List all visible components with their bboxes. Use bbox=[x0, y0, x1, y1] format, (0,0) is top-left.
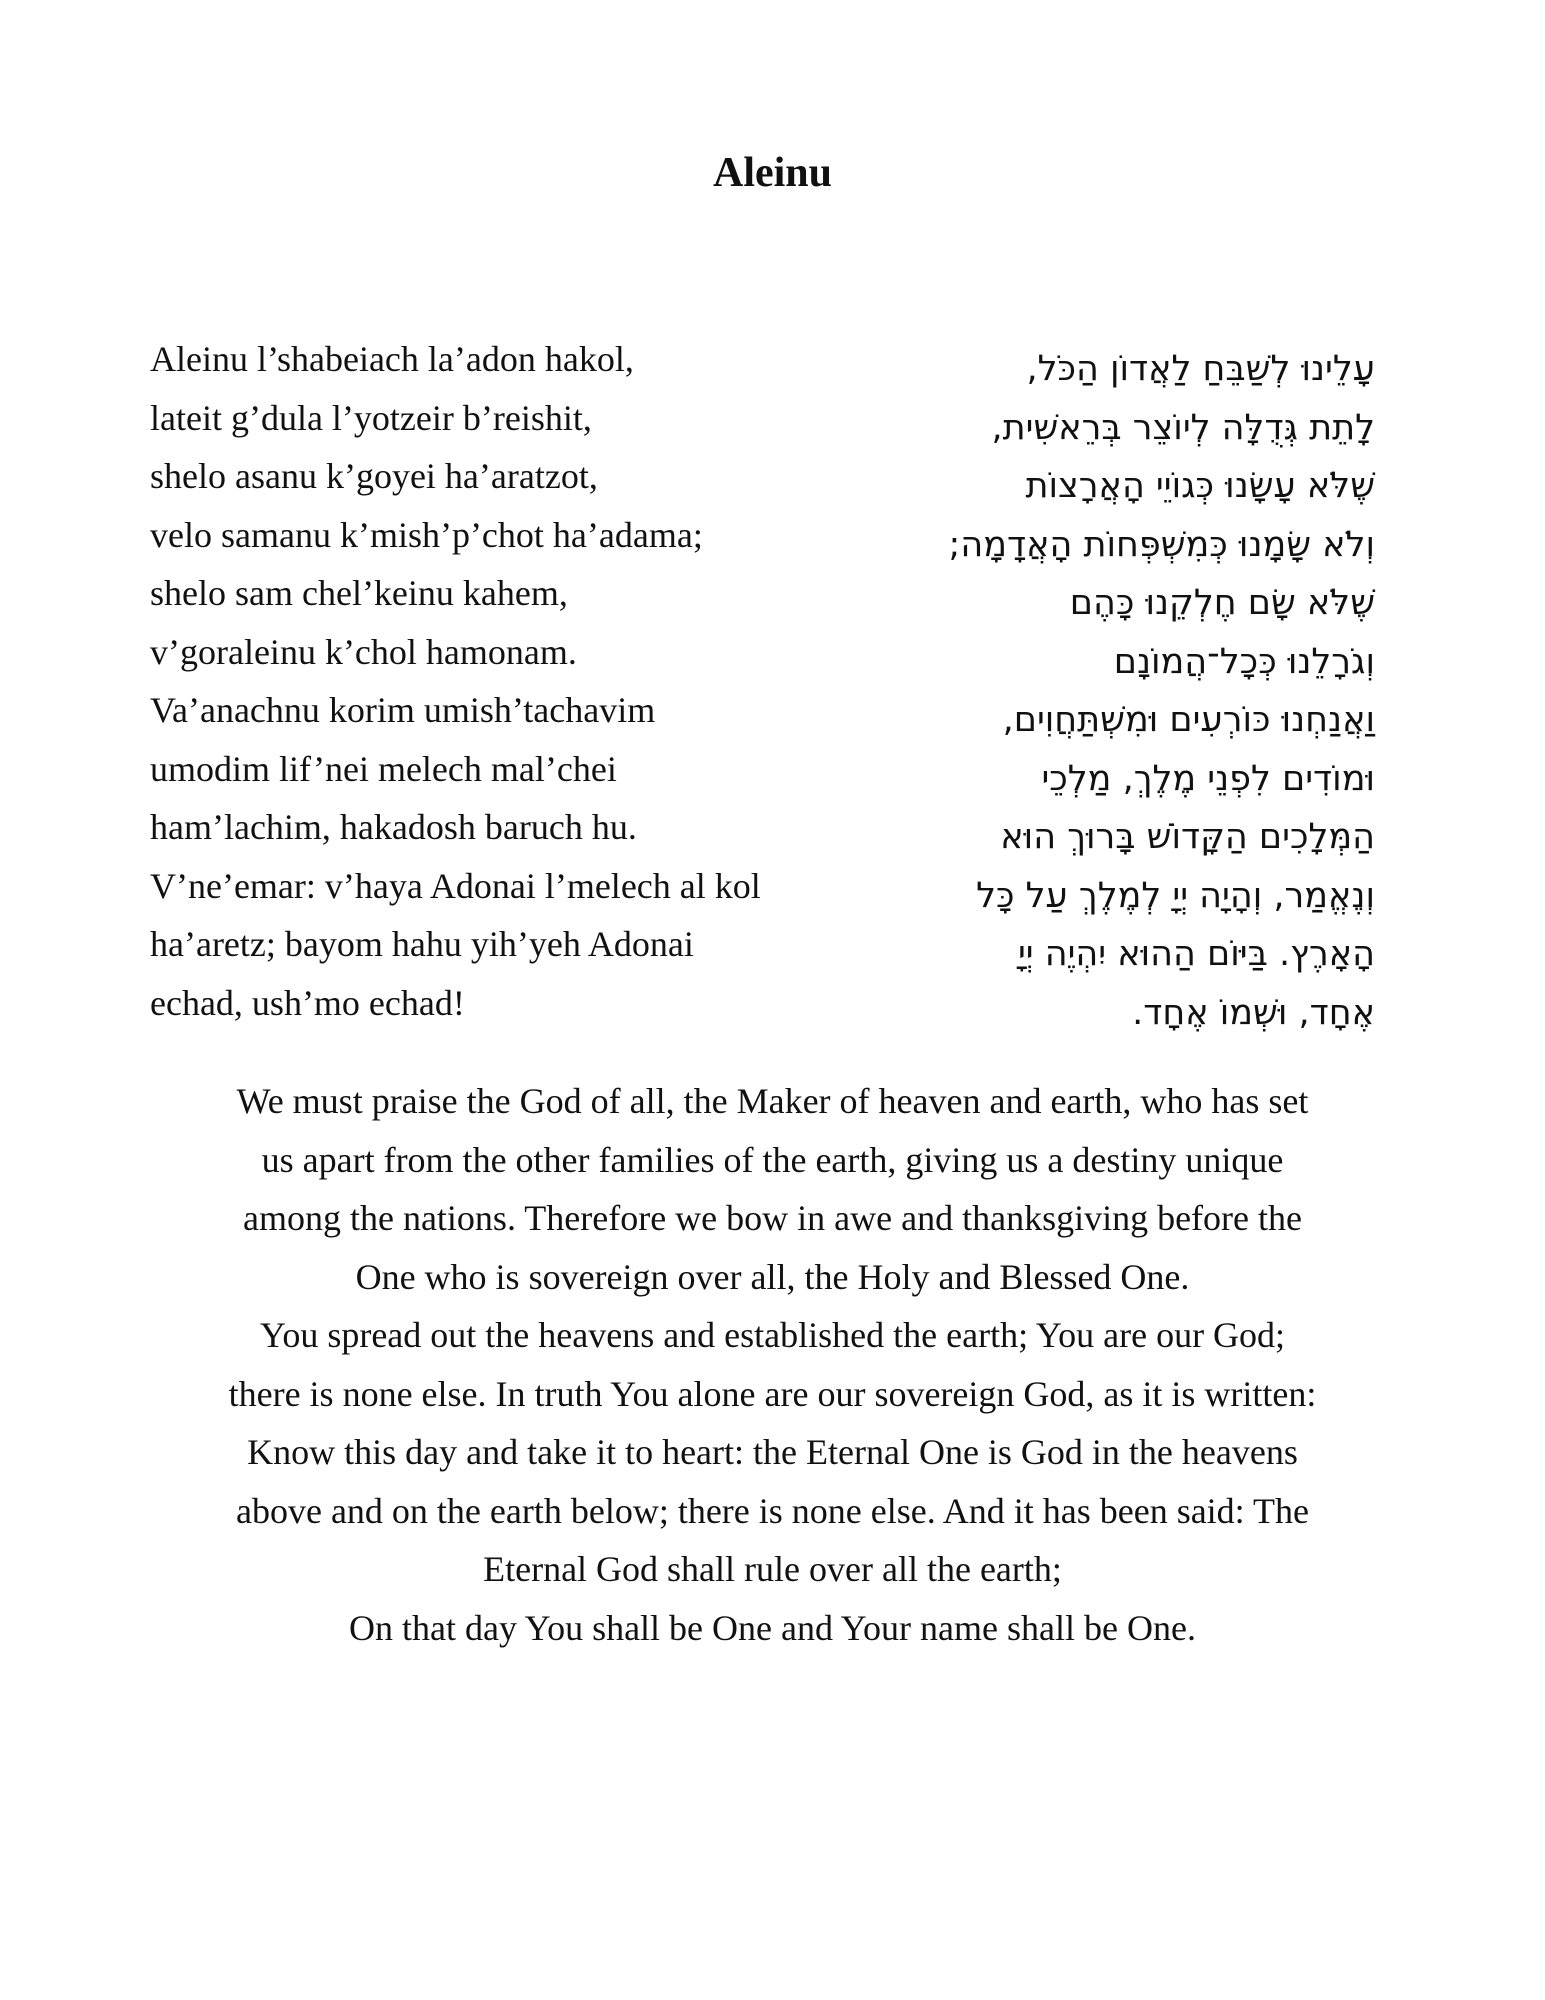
english-line: We must praise the God of all, the Maker of heaven and earth, who has set bbox=[236, 1081, 1309, 1121]
transliteration-line: umodim lif’nei melech mal’chei bbox=[150, 748, 617, 789]
english-line: One who is sovereign over all, the Holy and Blessed One. bbox=[355, 1256, 1190, 1297]
hebrew-line: שֶׁלֹּא שָׂם חֶלְקֵנוּ כָּהֶם bbox=[1069, 583, 1375, 623]
english-line: You spread out the heavens and established the earth; You are our God; bbox=[259, 1315, 1286, 1355]
english-line: On that day You shall be One and Your name shall be One. bbox=[349, 1607, 1196, 1648]
english-line: us apart from the other families of the earth, giving us a destiny unique bbox=[261, 1139, 1284, 1180]
transliteration-line: ham’lachim, hakadosh baruch hu. bbox=[150, 807, 637, 847]
transliteration-line: velo samanu k’mish’p’chot ha’adama; bbox=[150, 514, 703, 555]
transliteration-line: ha’aretz; bayom hahu yih’yeh Adonai bbox=[150, 924, 694, 964]
hebrew-line: הַמְּלָכִים הַקָּדוֹשׁ בָּרוּךְ הוּא bbox=[1000, 817, 1375, 857]
transliteration-line: shelo sam chel’keinu kahem, bbox=[150, 573, 568, 613]
hebrew-line: שֶׁלֹּא עָשָׂנוּ כְּגוֹיֵי הָאֲרָצוֹת bbox=[1025, 466, 1375, 506]
transliteration-line: Va’anachnu korim umish’tachavim bbox=[150, 690, 656, 730]
hebrew-line: עָלֵינוּ לְשַׁבֵּחַ לַאֲדוֹן הַכֹּל, bbox=[1026, 349, 1375, 389]
english-line: there is none else. In truth You alone are our sovereign God, as it is written: bbox=[228, 1373, 1317, 1414]
transliteration-line: v’goraleinu k’chol hamonam. bbox=[150, 631, 577, 672]
hebrew-line: וּמוֹדִים לִפְנֵי מֶלֶךְ, מַלְכֵי bbox=[1041, 758, 1375, 799]
english-translation bbox=[150, 1072, 1395, 1657]
hebrew-line: אֶחָד, וּשְׁמוֹ אֶחָד. bbox=[1132, 992, 1375, 1033]
english-line: Eternal God shall rule over all the earth; bbox=[483, 1549, 1062, 1589]
english-line: above and on the earth below; there is none else. And it has been said: The bbox=[235, 1490, 1310, 1531]
hebrew-line: וְגֹרָלֵנוּ כְּכָל־הֲמוֹנָם bbox=[1113, 641, 1375, 682]
hebrew-line: וְלֹא שָׂמָנוּ כְּמִשְׁפְּחוֹת הָאֲדָמָה; bbox=[948, 524, 1375, 565]
english-line: Know this day and take it to heart: the Eternal One is God in the heavens bbox=[247, 1432, 1298, 1472]
transliteration-line: Aleinu l’shabeiach la’adon hakol, bbox=[150, 339, 634, 379]
transliteration-line: echad, ush’mo echad! bbox=[150, 982, 465, 1023]
hebrew-line: לָתֵת גְּדֻלָּה לְיוֹצֵר בְּרֵאשִׁית, bbox=[991, 407, 1375, 448]
hebrew-line: וַאֲנַחְנוּ כּוֹרְעִים וּמִשְׁתַּחֲוִים, bbox=[1002, 700, 1375, 740]
prayer-columns bbox=[150, 330, 1375, 1050]
hebrew-line: הָאָרֶץ. בַּיּוֹם הַהוּא יִהְיֶה יְיָ bbox=[1017, 934, 1375, 974]
transliteration-column bbox=[150, 330, 820, 1032]
transliteration-line: lateit g’dula l’yotzeir b’reishit, bbox=[150, 397, 592, 438]
transliteration-line: shelo asanu k’goyei ha’aratzot, bbox=[150, 456, 598, 496]
page-title: Aleinu bbox=[712, 150, 833, 196]
english-line: among the nations. Therefore we bow in awe and thanksgiving before the bbox=[242, 1198, 1302, 1238]
transliteration-line: V’ne’emar: v’haya Adonai l’melech al kol bbox=[150, 865, 761, 906]
hebrew-column bbox=[875, 340, 1375, 1042]
hebrew-line: וְנֶאֱמַר, וְהָיָה יְיָ לְמֶלֶךְ עַל כָּל bbox=[976, 875, 1375, 916]
